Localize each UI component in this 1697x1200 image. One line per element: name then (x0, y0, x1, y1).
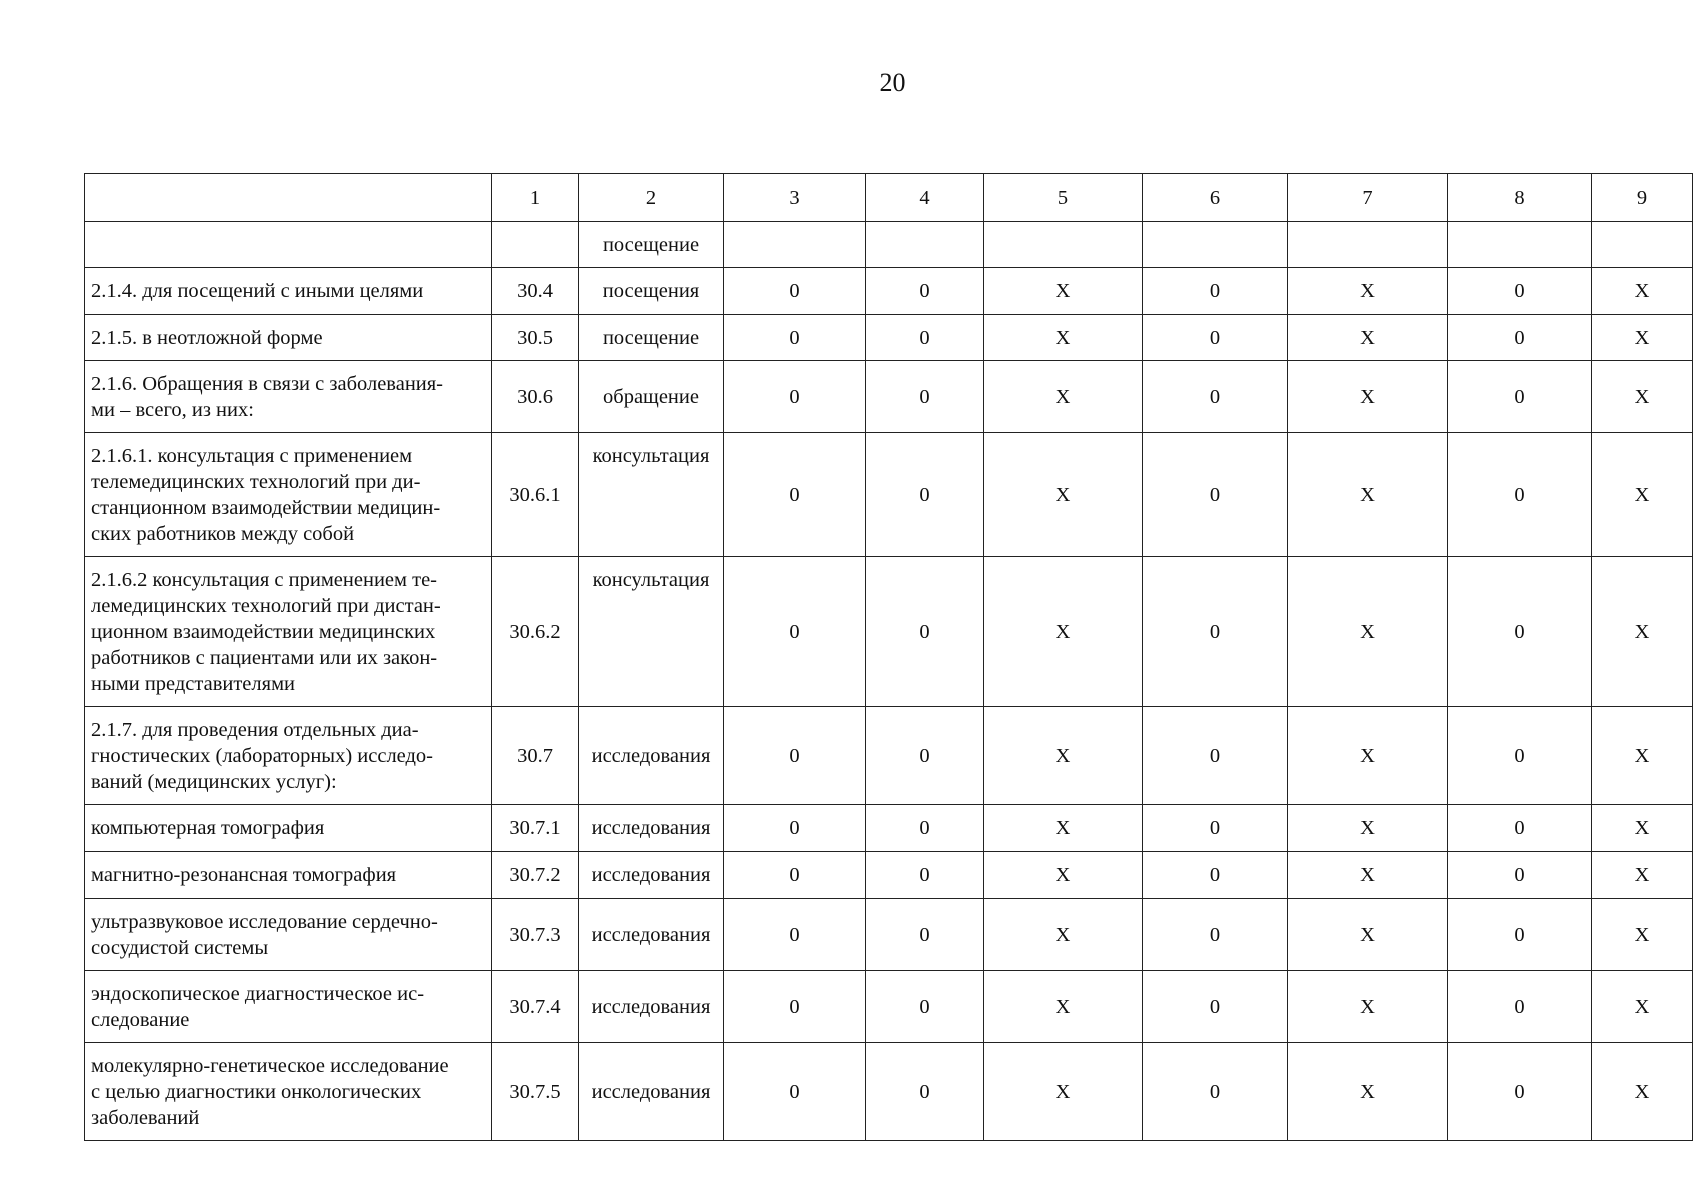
table-row (85, 852, 1693, 899)
row-name-cell: 2.1.7. для проведения отдельных диа- гностических (лабораторных) исследо- ваний (медицинских услуг): (85, 707, 492, 805)
row-col6-cell: 0 (1143, 805, 1288, 852)
row-col9-cell: Х (1592, 315, 1693, 361)
row-col7-cell (1288, 222, 1448, 268)
row-col4-cell: 0 (866, 315, 984, 361)
row-col5-cell: Х (984, 805, 1143, 852)
row-name-cell: молекулярно-генетическое исследование с целью диагностики онкологических заболеваний (85, 1043, 492, 1141)
row-col9-cell: Х (1592, 971, 1693, 1043)
table-row (85, 805, 1693, 852)
row-col6-cell: 0 (1143, 268, 1288, 315)
page-number: 20 (879, 68, 906, 97)
row-name-cell: 2.1.6. Обращения в связи с заболевания- ми – всего, из них: (85, 361, 492, 433)
row-col8-cell: 0 (1448, 361, 1592, 433)
row-col3-cell: 0 (724, 805, 866, 852)
header-cell-3: 3 (724, 174, 866, 222)
row-unit-cell: исследования (579, 852, 724, 899)
row-col4-cell: 0 (866, 268, 984, 315)
table-row (85, 361, 1693, 433)
row-col8-cell: 0 (1448, 1043, 1592, 1141)
table-row (85, 1043, 1693, 1141)
row-col7-cell: Х (1288, 315, 1448, 361)
row-col5-cell: Х (984, 852, 1143, 899)
row-unit-cell: исследования (579, 805, 724, 852)
row-col8-cell: 0 (1448, 315, 1592, 361)
row-name-cell: 2.1.6.1. консультация с применением телемедицинских технологий при ди- станционном взаимодействии медицин- ских работников между собой (85, 433, 492, 557)
row-code-cell: 30.7.1 (492, 805, 579, 852)
row-col5-cell: Х (984, 899, 1143, 971)
row-unit-cell: исследования (579, 707, 724, 805)
header-cell-7: 7 (1288, 174, 1448, 222)
row-col6-cell: 0 (1143, 557, 1288, 707)
row-col4-cell: 0 (866, 433, 984, 557)
row-col3-cell: 0 (724, 899, 866, 971)
row-col5-cell: Х (984, 268, 1143, 315)
row-col3-cell: 0 (724, 1043, 866, 1141)
row-code-cell: 30.5 (492, 315, 579, 361)
header-cell-8: 8 (1448, 174, 1592, 222)
row-col6-cell: 0 (1143, 315, 1288, 361)
row-col6-cell (1143, 222, 1288, 268)
row-unit-cell: посещение (579, 222, 724, 268)
row-code-cell: 30.7.2 (492, 852, 579, 899)
row-col7-cell: Х (1288, 268, 1448, 315)
row-col8-cell: 0 (1448, 805, 1592, 852)
row-col4-cell: 0 (866, 971, 984, 1043)
row-col5-cell: Х (984, 361, 1143, 433)
row-col7-cell: Х (1288, 971, 1448, 1043)
row-col8-cell: 0 (1448, 433, 1592, 557)
row-col7-cell: Х (1288, 433, 1448, 557)
row-col9-cell: Х (1592, 268, 1693, 315)
row-unit-cell: исследования (579, 899, 724, 971)
row-name-cell: компьютерная томография (85, 805, 492, 852)
header-cell-5: 5 (984, 174, 1143, 222)
row-col3-cell: 0 (724, 315, 866, 361)
table-row (85, 268, 1693, 315)
row-col4-cell: 0 (866, 899, 984, 971)
row-col4-cell: 0 (866, 805, 984, 852)
row-name-cell: 2.1.6.2 консультация с применением те- лемедицинских технологий при дистан- ционном взаимодействии медицинских работников с пациентами или их закон- ными представителями (85, 557, 492, 707)
row-unit-cell: посещения (579, 268, 724, 315)
row-col6-cell: 0 (1143, 433, 1288, 557)
row-col7-cell: Х (1288, 1043, 1448, 1141)
row-col8-cell: 0 (1448, 899, 1592, 971)
row-col8-cell (1448, 222, 1592, 268)
row-code-cell: 30.7.3 (492, 899, 579, 971)
row-col5-cell: Х (984, 557, 1143, 707)
row-code-cell: 30.6.2 (492, 557, 579, 707)
table-row (85, 315, 1693, 361)
row-col9-cell: Х (1592, 1043, 1693, 1141)
row-col6-cell: 0 (1143, 899, 1288, 971)
row-col5-cell: Х (984, 707, 1143, 805)
row-col9-cell: Х (1592, 361, 1693, 433)
row-name-cell: 2.1.4. для посещений с иными целями (85, 268, 492, 315)
row-col3-cell (724, 222, 866, 268)
row-col5-cell: Х (984, 1043, 1143, 1141)
row-unit-cell: исследования (579, 971, 724, 1043)
row-col3-cell: 0 (724, 361, 866, 433)
table-row (85, 899, 1693, 971)
row-code-cell: 30.6 (492, 361, 579, 433)
row-col4-cell: 0 (866, 1043, 984, 1141)
row-code-cell (492, 222, 579, 268)
row-col7-cell: Х (1288, 707, 1448, 805)
row-col9-cell (1592, 222, 1693, 268)
row-unit-cell: посещение (579, 315, 724, 361)
row-col5-cell: Х (984, 971, 1143, 1043)
row-col4-cell: 0 (866, 361, 984, 433)
table-row (85, 557, 1693, 707)
header-cell-name (85, 174, 492, 222)
row-col6-cell: 0 (1143, 361, 1288, 433)
row-col8-cell: 0 (1448, 852, 1592, 899)
row-col6-cell: 0 (1143, 1043, 1288, 1141)
row-col9-cell: Х (1592, 707, 1693, 805)
row-col9-cell: Х (1592, 852, 1693, 899)
row-name-cell: магнитно-резонансная томография (85, 852, 492, 899)
table-header-row (85, 174, 1693, 222)
row-col9-cell: Х (1592, 805, 1693, 852)
row-col7-cell: Х (1288, 899, 1448, 971)
row-col3-cell: 0 (724, 971, 866, 1043)
table-row (85, 433, 1693, 557)
row-col8-cell: 0 (1448, 971, 1592, 1043)
row-unit-cell: исследования (579, 1043, 724, 1141)
row-col3-cell: 0 (724, 557, 866, 707)
row-col8-cell: 0 (1448, 557, 1592, 707)
row-col5-cell: Х (984, 433, 1143, 557)
row-code-cell: 30.6.1 (492, 433, 579, 557)
row-col3-cell: 0 (724, 707, 866, 805)
statistics-table (84, 173, 1693, 1141)
row-col5-cell: Х (984, 315, 1143, 361)
row-code-cell: 30.7.5 (492, 1043, 579, 1141)
table-row (85, 222, 1693, 268)
row-col9-cell: Х (1592, 557, 1693, 707)
row-col4-cell: 0 (866, 557, 984, 707)
row-col8-cell: 0 (1448, 707, 1592, 805)
row-col7-cell: Х (1288, 361, 1448, 433)
row-col7-cell: Х (1288, 805, 1448, 852)
header-cell-1: 1 (492, 174, 579, 222)
table-row (85, 707, 1693, 805)
row-col3-cell: 0 (724, 433, 866, 557)
row-code-cell: 30.7.4 (492, 971, 579, 1043)
header-cell-2: 2 (579, 174, 724, 222)
row-col4-cell (866, 222, 984, 268)
header-cell-4: 4 (866, 174, 984, 222)
header-cell-6: 6 (1143, 174, 1288, 222)
row-col6-cell: 0 (1143, 707, 1288, 805)
row-col8-cell: 0 (1448, 268, 1592, 315)
row-name-cell (85, 222, 492, 268)
row-name-cell: 2.1.5. в неотложной форме (85, 315, 492, 361)
table-row (85, 971, 1693, 1043)
row-col5-cell (984, 222, 1143, 268)
row-col4-cell: 0 (866, 852, 984, 899)
row-col3-cell: 0 (724, 852, 866, 899)
row-unit-cell: консультация (579, 433, 724, 557)
row-col7-cell: Х (1288, 852, 1448, 899)
row-code-cell: 30.7 (492, 707, 579, 805)
row-name-cell: эндоскопическое диагностическое ис- следование (85, 971, 492, 1043)
row-col6-cell: 0 (1143, 971, 1288, 1043)
row-name-cell: ультразвуковое исследование сердечно- сосудистой системы (85, 899, 492, 971)
header-cell-9: 9 (1592, 174, 1693, 222)
row-unit-cell: консультация (579, 557, 724, 707)
row-col3-cell: 0 (724, 268, 866, 315)
row-col9-cell: Х (1592, 899, 1693, 971)
row-col9-cell: Х (1592, 433, 1693, 557)
row-code-cell: 30.4 (492, 268, 579, 315)
row-unit-cell: обращение (579, 361, 724, 433)
row-col7-cell: Х (1288, 557, 1448, 707)
row-col4-cell: 0 (866, 707, 984, 805)
row-col6-cell: 0 (1143, 852, 1288, 899)
